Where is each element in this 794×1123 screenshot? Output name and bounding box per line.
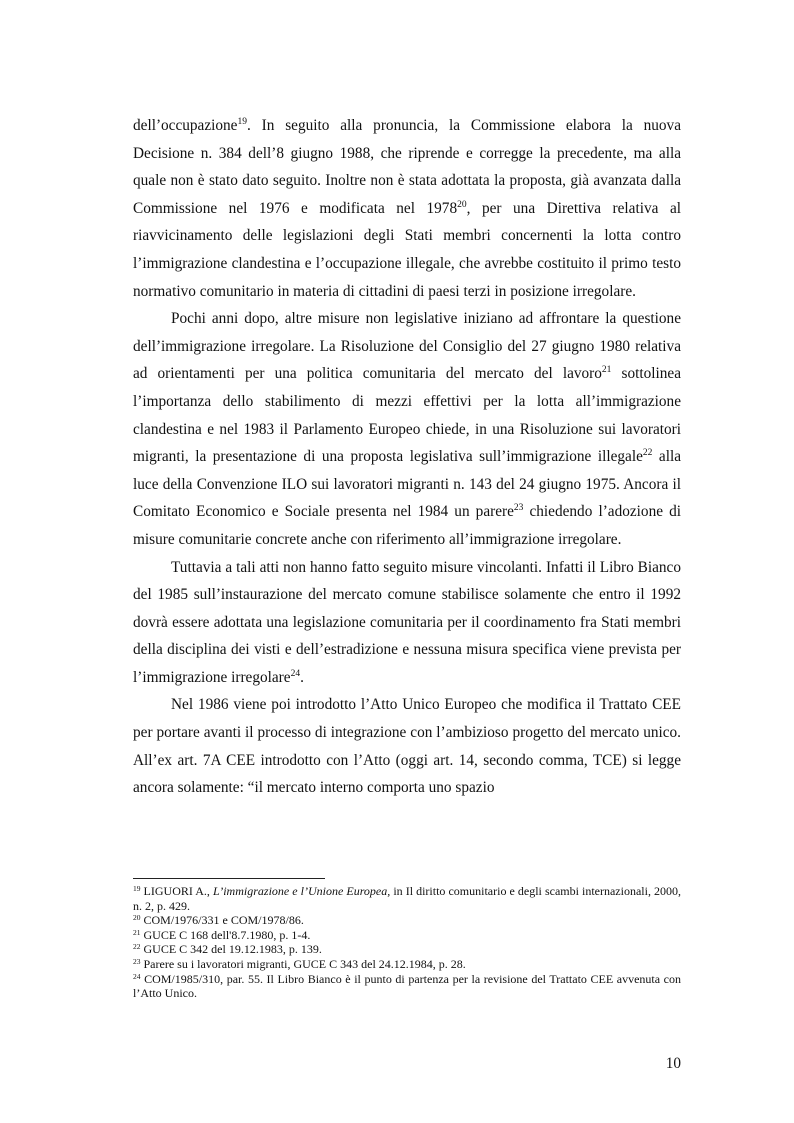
footnote-ref: 19 (237, 117, 247, 127)
footnote (133, 957, 681, 972)
body-text (133, 112, 681, 802)
footnote (133, 913, 681, 928)
page-number: 10 (665, 1055, 681, 1072)
footnote-ref: 21 (601, 365, 612, 376)
text-run: dell’occupazione (133, 117, 238, 134)
footnote (133, 942, 681, 957)
text-run: . In seguito alla pronuncia, la Commissione elabora la nuova Decisione n. 384 dell’8 giugno 1988, che riprende e corregge la precedente, ma alla quale non è stato dato seguito. Inoltre non è stata adottata la proposta, già avanzata dalla Commissione nel 1976 e modificata nel 1978 (133, 117, 681, 217)
footnote-number: 19 (133, 884, 141, 893)
text-run: GUCE C 168 dell'8.7.1980, p. 1-4. (140, 927, 311, 942)
footnote-ref: 23 (513, 503, 524, 514)
text-run: GUCE C 342 del 19.12.1983, p. 139. (140, 942, 322, 957)
text-run: COM/1985/310, par. 55. Il Libro Bianco è il punto di partenza per la revisione del Trattato CEE avvenuta con l’Atto Unico. (133, 971, 681, 1001)
footnote-ref: 22 (642, 448, 653, 459)
text-run: Nel 1986 viene poi introdotto l’Atto Unico Europeo che modifica il Trattato CEE per portare avanti il processo di integrazione con l’ambizioso progetto del mercato unico. All’ex art. 7A CEE introdotto con l’Atto (oggi art. 14, secondo comma, TCE) si legge ancora solamente: “il mercato interno comporta uno spazio (133, 696, 681, 797)
footnote-number: 20 (133, 913, 141, 923)
footnote-number: 23 (133, 956, 141, 966)
paragraph (133, 112, 681, 305)
text-run: sottolinea l’importanza dello stabilimento di mezzi effettivi per la lotta all’immigrazione clandestina e nel 1983 il Parlamento Europeo chiede, in una Risoluzione sui lavoratori migranti, la presentazione di una proposta legislativa sull’immigrazione illegale (133, 365, 681, 466)
paragraph (133, 554, 681, 692)
footnote (133, 972, 681, 1001)
text-run: COM/1976/331 e COM/1978/86. (140, 913, 304, 928)
footnote-ref: 24 (290, 668, 301, 679)
text-run: , per una Direttiva relativa al riavvicinamento delle legislazioni degli Stati membri concernenti la lotta contro l’immigrazione clandestina e l’occupazione illegale, che avrebbe costituito il primo testo normativo comunitario in materia di cittadini di paesi terzi in posizione irregolare. (133, 199, 681, 300)
text-run: Pochi anni dopo, altre misure non legislative iniziano ad affrontare la questione dell’immigrazione irregolare. La Risoluzione del Consiglio del 27 giugno 1980 relativa ad orientamenti per una politica comunitaria del mercato del lavoro (133, 310, 681, 383)
footnotes (133, 884, 681, 1001)
text-run: . (300, 668, 304, 686)
text-run: in Il diritto comunitario e degli scambi internazionali, 2000, n. 2, p. 429. (133, 884, 682, 913)
footnote-number: 22 (133, 942, 141, 952)
footnote-number: 24 (133, 971, 141, 981)
text-run: LIGUORI A., (140, 884, 213, 898)
footnote-number: 21 (133, 927, 141, 937)
italic-title: L’immigrazione e l’Unione Europea, (213, 884, 391, 898)
footnote-separator (133, 878, 325, 879)
text-run: chiedendo l’adozione di misure comunitarie concrete anche con riferimento all’immigrazione irregolare. (133, 503, 681, 548)
footnote-ref: 20 (457, 199, 467, 210)
footnote (133, 884, 681, 913)
paragraph (133, 305, 681, 553)
paragraph (133, 691, 681, 801)
text-run: Tuttavia a tali atti non hanno fatto seguito misure vincolanti. Infatti il Libro Bianco del 1985 sull’instaurazione del mercato comune stabilisce solamente che entro il 1992 dovrà essere adottata una legislazione comunitaria per il coordinamento fra Stati membri della disciplina dei visti e dell’estradizione e nessuna misura specifica viene prevista per l’immigrazione irregolare (133, 558, 681, 686)
text-run: alla luce della Convenzione ILO sui lavoratori migranti n. 143 del 24 giugno 1975. Ancora il Comitato Economico e Sociale presenta nel 1984 un parere (133, 448, 682, 521)
footnote (133, 928, 681, 943)
text-run: Parere su i lavoratori migranti, GUCE C 343 del 24.12.1984, p. 28. (140, 956, 466, 971)
